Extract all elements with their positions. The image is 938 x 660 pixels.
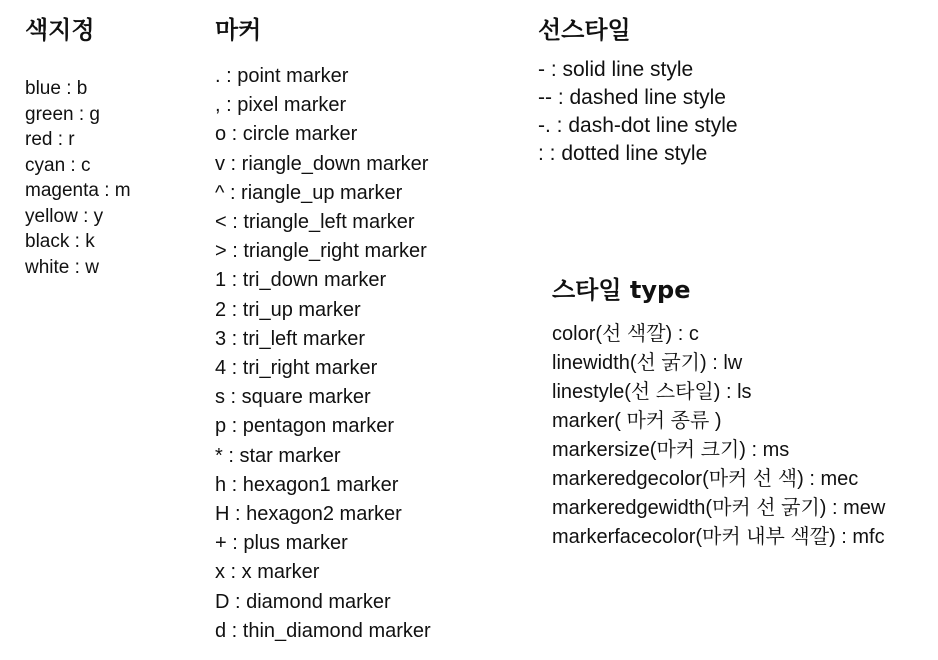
list-item: 2 : tri_up marker	[215, 298, 361, 321]
list-item: ^ : riangle_up marker	[215, 181, 403, 204]
list-item: + : plus marker	[215, 532, 348, 555]
list-item: green : g	[25, 103, 100, 125]
list-item: * : star marker	[215, 444, 341, 467]
list-item: d : thin_diamond marker	[215, 619, 431, 642]
list-item: : : dotted line style	[538, 142, 708, 165]
colors-list	[25, 76, 131, 280]
list-item: > : triangle_right marker	[215, 240, 427, 263]
list-item: linestyle(선 스타일) : ls	[552, 381, 752, 403]
colors-section	[25, 16, 131, 280]
markers-section	[215, 16, 431, 646]
list-item: red : r	[25, 129, 75, 150]
list-item: white : w	[25, 256, 99, 278]
markers-heading: 마커	[215, 16, 262, 44]
list-item: -- : dashed line style	[538, 86, 726, 109]
list-item: black : k	[25, 231, 95, 252]
list-item: . : point marker	[215, 65, 349, 87]
list-item: 1 : tri_down marker	[215, 269, 387, 292]
line-styles-section	[538, 16, 738, 168]
list-item: p : pentagon marker	[215, 415, 394, 438]
line-styles-list	[538, 56, 738, 168]
colors-heading: 색지정	[25, 16, 95, 44]
list-item: x : x marker	[215, 561, 320, 584]
list-item: - : solid line style	[538, 58, 694, 81]
style-types-section	[552, 276, 885, 552]
markers-list	[215, 62, 431, 646]
list-item: < : triangle_left marker	[215, 211, 415, 234]
list-item: cyan : c	[25, 154, 91, 176]
list-item: -. : dash-dot line style	[538, 114, 738, 137]
list-item: o : circle marker	[215, 123, 358, 146]
list-item: yellow : y	[25, 205, 104, 227]
list-item: v : riangle_down marker	[215, 152, 429, 175]
list-item: marker( 마커 종류 )	[552, 410, 722, 432]
list-item: , : pixel marker	[215, 94, 347, 117]
line-styles-heading: 선스타일	[538, 16, 631, 44]
list-item: markerfacecolor(마커 내부 색깔) : mfc	[552, 526, 885, 548]
list-item: 4 : tri_right marker	[215, 357, 378, 380]
list-item: D : diamond marker	[215, 590, 391, 613]
list-item: 3 : tri_left marker	[215, 327, 366, 350]
list-item: s : square marker	[215, 386, 371, 409]
list-item: H : hexagon2 marker	[215, 503, 402, 526]
list-item: linewidth(선 굵기) : lw	[552, 352, 743, 374]
list-item: markeredgecolor(마커 선 색) : mec	[552, 468, 859, 490]
list-item: h : hexagon1 marker	[215, 473, 399, 496]
list-item: blue : b	[25, 78, 88, 99]
list-item: markersize(마커 크기) : ms	[552, 439, 790, 461]
style-types-heading: 스타일 type	[552, 276, 691, 304]
style-types-list	[552, 320, 885, 552]
list-item: markeredgewidth(마커 선 굵기) : mew	[552, 497, 886, 519]
list-item: color(선 색깔) : c	[552, 323, 699, 345]
list-item: magenta : m	[25, 180, 131, 201]
